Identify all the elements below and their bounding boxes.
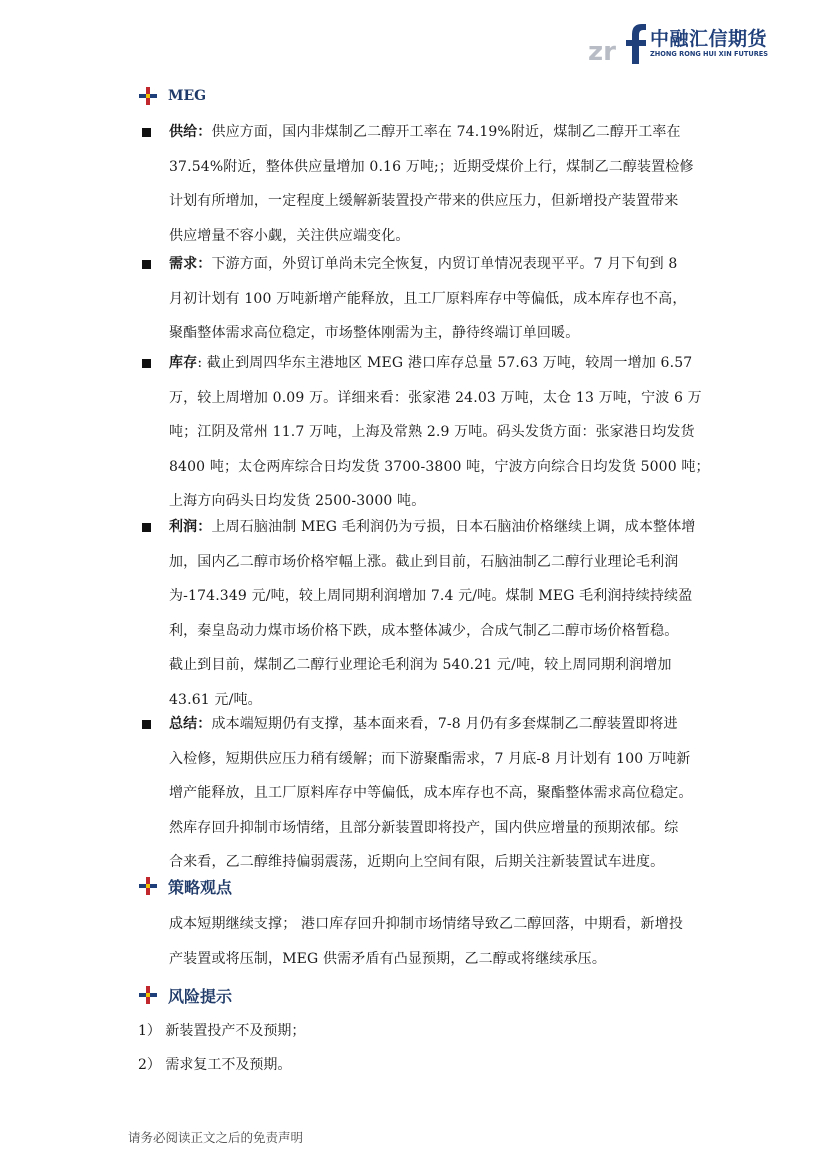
zrf-logo-icon bbox=[588, 20, 648, 66]
svg-text:zr: zr bbox=[588, 37, 616, 66]
bullet-square-icon bbox=[142, 128, 151, 137]
text-line: 产装置或将压制，MEG 供需矛盾有凸显预期，乙二醇或将继续承压。 bbox=[169, 950, 606, 967]
text-line: 利，秦皇岛动力煤市场价格下跌，成本整体减少，合成气制乙二醇市场价格暂稳。 bbox=[169, 622, 679, 639]
paragraph-supply bbox=[169, 119, 702, 257]
label-inventory: 库存 bbox=[169, 355, 198, 371]
risk-item-2: 2） 需求复工不及预期。 bbox=[138, 1057, 292, 1073]
label-demand: 需求： bbox=[169, 256, 212, 272]
text-line: 为-174.349 元/吨，较上周同期利润增加 7.4 元/吨。煤制 MEG 毛利润持续持续盈 bbox=[169, 588, 693, 605]
brand-logo bbox=[588, 18, 788, 66]
section-heading-risk bbox=[138, 983, 232, 1007]
bullet-square-icon bbox=[142, 359, 151, 368]
text-line: 上周石脑油制 MEG 毛利润仍为亏损，日本石脑油价格继续上调，成本整体增 bbox=[211, 519, 696, 535]
text-line: 37.54%附近，整体供应量增加 0.16 万吨;；近期受煤价上行，煤制乙二醇装置检修 bbox=[169, 158, 694, 175]
text-line: 聚酯整体需求高位稳定，市场整体刚需为主，静待终端订单回暖。 bbox=[169, 325, 580, 342]
paragraph-inventory bbox=[169, 350, 710, 523]
text-line: 合来看，乙二醇维持偏弱震荡，近期向上空间有限，后期关注新装置试车进度。 bbox=[169, 854, 665, 871]
label-profit: 利润： bbox=[169, 519, 212, 535]
label-summary: 总结： bbox=[169, 716, 212, 732]
section-heading-strategy bbox=[138, 874, 232, 898]
brand-name-cn: 中融汇信期货 bbox=[650, 28, 768, 50]
footer-disclaimer: 请务必阅读正文之后的免责声明 bbox=[128, 1130, 304, 1145]
text-line: 供应方面，国内非煤制乙二醇开工率在 74.19%附近，煤制乙二醇开工率在 bbox=[211, 124, 681, 140]
cross-marker-icon bbox=[138, 985, 158, 1005]
label-supply: 供给： bbox=[169, 124, 212, 140]
cross-marker-icon bbox=[138, 876, 158, 896]
risk-item-1: 1） 新装置投产不及预期； bbox=[138, 1023, 306, 1039]
bullet-square-icon bbox=[142, 523, 151, 532]
text-line: 成本短期继续支撑； 港口库存回升抑制市场情绪导致乙二醇回落，中期看，新增投 bbox=[169, 916, 683, 932]
text-line: 月初计划有 100 万吨新增产能释放，且工厂原料库存中等偏低，成本库存也不高， bbox=[169, 290, 687, 307]
text-line: 入检修，短期供应压力稍有缓解；而下游聚酯需求，7 月底-8 月计划有 100 万吨新 bbox=[169, 750, 691, 767]
text-line: 然库存回升抑制市场情绪，且部分新装置即将投产，国内供应增量的预期浓郁。综 bbox=[169, 819, 679, 836]
section-title: 策略观点 bbox=[168, 877, 233, 897]
cross-marker-icon bbox=[138, 86, 158, 106]
text-line: 加，国内乙二醇市场价格窄幅上涨。截止到目前，石脑油制乙二醇行业理论毛利润 bbox=[169, 553, 679, 570]
paragraph-strategy bbox=[169, 911, 702, 980]
paragraph-demand bbox=[169, 251, 702, 355]
text-line: 截止到目前，煤制乙二醇行业理论毛利润为 540.21 元/吨，较上周同期利润增加 bbox=[169, 657, 672, 674]
section-heading-meg bbox=[138, 84, 206, 108]
text-line: 吨；江阴及常州 11.7 万吨，上海及常熟 2.9 万吨。码头发货方面：张家港日均发货 bbox=[169, 424, 695, 441]
text-line: 43.61 元/吨。 bbox=[169, 691, 262, 708]
bullet-square-icon bbox=[142, 720, 151, 729]
bullet-square-icon bbox=[142, 260, 151, 269]
text-line: 上海方向码头日均发货 2500-3000 吨。 bbox=[169, 493, 426, 510]
text-line: 下游方面，外贸订单尚未完全恢复，内贸订单情况表现平平。7 月下旬到 8 bbox=[211, 256, 678, 272]
brand-name-en: ZHONG RONG HUI XIN FUTURES bbox=[650, 50, 769, 58]
text-line: 成本端短期仍有支撑，基本面来看，7-8 月仍有多套煤制乙二醇装置即将进 bbox=[211, 716, 678, 732]
text-line: 计划有所增加，一定程度上缓解新装置投产带来的供应压力，但新增投产装置带来 bbox=[169, 193, 679, 210]
paragraph-summary bbox=[169, 711, 702, 884]
section-title: 风险提示 bbox=[168, 986, 233, 1006]
text-line: : 截止到周四华东主港地区 MEG 港口库存总量 57.63 万吨，较周一增加 6.57 bbox=[197, 355, 693, 371]
section-title: MEG bbox=[168, 88, 207, 104]
paragraph-profit bbox=[169, 514, 702, 722]
text-line: 增产能释放，且工厂原料库存中等偏低，成本库存也不高，聚酯整体需求高位稳定。 bbox=[169, 785, 693, 802]
text-line: 万，较上周增加 0.09 万。详细来看：张家港 24.03 万吨，太仓 13 万吨，宁波 6 万 bbox=[169, 389, 702, 406]
text-line: 8400 吨；太仓两库综合日均发货 3700-3800 吨，宁波方向综合日均发货 5000 吨； bbox=[169, 458, 710, 475]
text-line: 供应增量不容小觑，关注供应端变化。 bbox=[169, 227, 410, 244]
